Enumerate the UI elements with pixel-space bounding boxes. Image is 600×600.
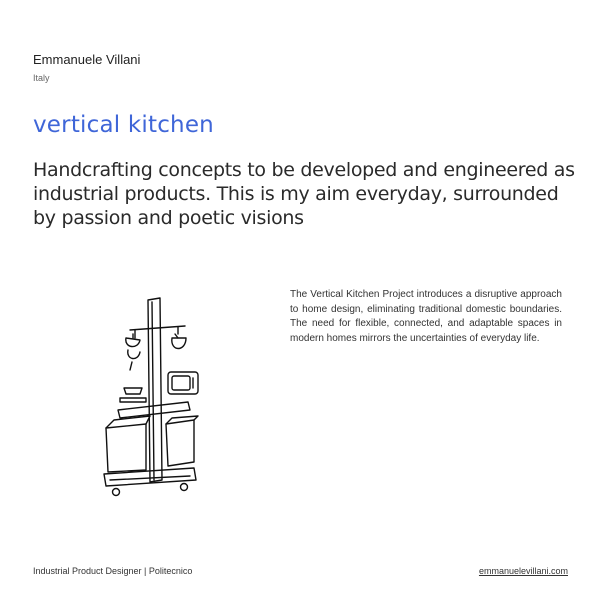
project-description: The Vertical Kitchen Project introduces a disruptive approach to home design, eliminating traditional domestic boundaries. The need for flexible, connected, and adaptable spaces in modern homes mirrors the uncertainties of everyday life.: [290, 289, 562, 344]
website-link[interactable]: emmanuelevillani.com: [478, 566, 568, 576]
author-name: Emmanuele Villani: [33, 52, 141, 67]
author-country: Italy: [33, 73, 50, 83]
vertical-kitchen-sketch-icon: [90, 290, 230, 510]
tagline: Handcrafting concepts to be developed and engineered as industrial products. This is my aim everyday, surrounded by passion and poetic visions: [33, 159, 575, 229]
footer-role: Industrial Product Designer | Politecnico: [33, 566, 193, 576]
project-title: vertical kitchen: [33, 112, 214, 138]
